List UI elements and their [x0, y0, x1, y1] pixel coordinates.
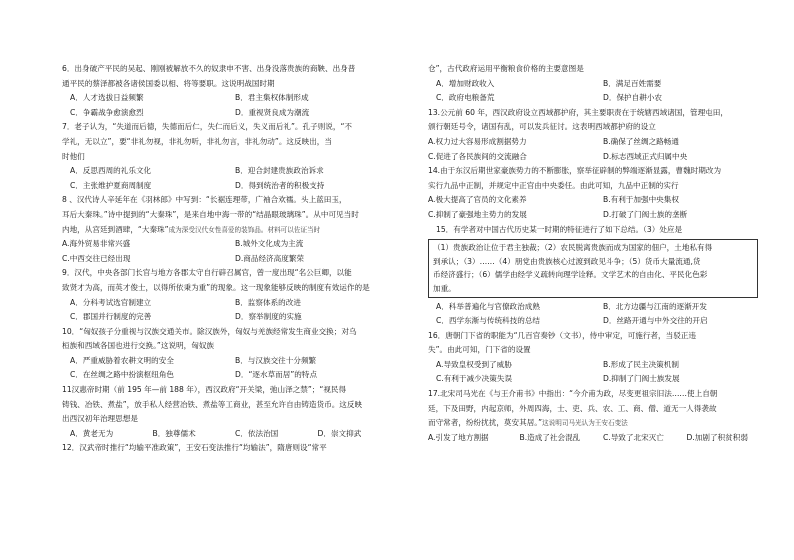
option-b: B．君主集权体制形成: [235, 93, 309, 103]
options: [62, 237, 392, 266]
option-a: A．反思西周的礼乐文化: [70, 166, 152, 176]
left-column: [62, 62, 392, 456]
option-d: D．丝路开通与中外交往的开启: [603, 316, 708, 326]
option-a: A.极大提高了官员的文化素养: [428, 195, 527, 205]
option-d: D.加剧了积贫积弱: [686, 432, 748, 442]
question-text-line: 14.由于东汉后期世家豪族势力的不断膨胀，察举征辟制的弊端逐渐显露，曹魏时期改为: [428, 166, 722, 176]
question-text-line: 廷，下及田野，内起京师，外周四海，士、吏、兵、农、工、商、僧、道无一人得袭故: [428, 403, 717, 413]
question-12: [62, 441, 392, 456]
option-b: B．迎合封建贵族政治诉求: [235, 166, 324, 176]
question-text-line: 17.北宋司马光在《与王介甫书》中指出：“今介甫为政，尽变更祖宗旧法……使上自朝: [428, 389, 718, 399]
question-7: [62, 120, 392, 193]
option-b: B．满足百姓需要: [603, 78, 662, 88]
option-d: D．察举制度的实施: [235, 312, 302, 322]
option-a: A.权力过大容易形成割据势力: [428, 136, 527, 146]
question-text-line: 仓”，古代政府运用平衡粮食价格的主要意图是: [428, 64, 584, 73]
question-text-line: 学礼，无以立”，要“非礼勿视，非礼勿听，非礼勿言，非礼勿动”。这反映出，当: [62, 136, 332, 146]
option-c: C.导致了北宋灭亡: [603, 432, 664, 442]
question-text-line: 16．唐朝门下省的职能为“几百官奏钞（文书），侍中审定，可施行者，当驳正违: [428, 330, 696, 340]
option-a: A．科举普遍化与官僚政治成熟: [436, 301, 540, 311]
question-text: 而守常者，纷纷扰扰，莫安其居。”: [428, 418, 543, 428]
option-a: A.海外贸易非常兴盛: [62, 239, 131, 249]
option-b: B.有利于加强中央集权: [603, 195, 679, 205]
question-text-line: 致贤才为高，而英才俊士，以得所依秉为重”的现象。这一现象能够反映的制度有效运作的是: [62, 282, 370, 292]
quote-line: 加重。: [433, 283, 456, 293]
question-text-line: 7．老子认为，“失道而后德，失德而后仁，失仁而后义，失义而后礼”。孔子则说，“不: [62, 122, 353, 132]
question-text-line: 出西汉初年治理思想是: [62, 414, 138, 424]
option-d: D．崇文抑武: [317, 428, 362, 438]
option-c: C.中西交往已经出现: [62, 253, 131, 263]
option-a: A．黄老无为: [70, 428, 114, 438]
question-text-line: 6．出身破产平民的吴起、刚刚被解放不久的奴隶申不害、出身没落贵族的商鞅、出身普: [62, 64, 356, 73]
question-text-line: 铸钱、冶铁、煮盐”，放手私人经营冶铁、煮盐等工商业，甚至允许自由铸造货币。这反映: [62, 399, 363, 409]
options: [62, 427, 392, 442]
question-text-line: 12．汉武帝时推行“均输平准政策”，王安石变法推行“均输法”，隋唐则设“常平: [62, 443, 327, 453]
question-text-line: 时他们: [62, 151, 85, 161]
option-d: D.标志西域正式归属中央: [603, 151, 688, 161]
options: [428, 431, 762, 446]
options: [62, 91, 392, 120]
question-text: 内地，从宫廷到酒肆，“大秦珠”: [62, 224, 169, 234]
options: [428, 77, 762, 106]
option-c: C.有利于减少决策失误: [436, 374, 513, 384]
question-6: [62, 62, 392, 120]
options: [62, 354, 392, 383]
question-15: [428, 223, 762, 329]
question-11: [62, 383, 392, 441]
question-text-line: 15．有学者对中国古代历史某一时期的特征进行了如下总结。（3）处应是: [436, 224, 683, 234]
option-c: C．政府电粮备荒: [436, 93, 495, 103]
options: [428, 358, 762, 387]
option-c: C．争霸战争愈演愈烈: [70, 107, 144, 117]
option-d: D.抑制了门阀士族发展: [603, 374, 680, 384]
question-text-line: 桓族和西域各国也进行交换。”这说明，匈奴族: [62, 341, 215, 351]
options: [62, 296, 392, 325]
options: [62, 164, 392, 193]
option-c: C．依法治国: [235, 428, 279, 438]
option-a: A．严重威胁着农耕文明的安全: [70, 355, 174, 365]
question-17: [428, 387, 762, 445]
option-d: D．“逐水草而居”的特点: [235, 370, 318, 380]
option-d: D.打破了门阀士族的垄断: [603, 209, 688, 219]
question-13: [428, 106, 762, 164]
option-b: B.城外文化成为主流: [235, 239, 304, 249]
question-text-line: [428, 416, 762, 431]
right-column: [428, 62, 762, 445]
question-text-line: 8 、汉代诗人辛延年在《羽林郎》中写到：“长裾连理带，广袖合欢襦。头上蓝田玉，: [62, 195, 347, 205]
option-b: B.确保了丝绸之路畅通: [603, 136, 679, 146]
option-c: C．郡国并行制度的完善: [70, 312, 152, 322]
option-d: D.商品经济高度繁荣: [235, 253, 305, 263]
quote-line: 到承认；（3）……（4）朋党由贵族核心过渡到政见斗争；（5）货币大量流通,货: [433, 256, 701, 266]
question-9: [62, 266, 392, 324]
option-b: B.造成了社会混乱: [519, 432, 581, 442]
options: [428, 135, 762, 164]
option-b: B．北方边疆与江南的逐渐开发: [603, 301, 707, 311]
option-a: A.引发了地方割据: [428, 432, 489, 442]
question-text-line: 13.公元前 60 年，西汉政府设立西域都护府，其主要职责在于统辖西域诸国，管理屯田，: [428, 107, 728, 117]
option-c: C.抑制了豪强地主势力的发展: [428, 209, 527, 219]
question-text-line: 通平民的蔡泽都被各诸侯国委以相、将等要职。这说明战国时期: [62, 78, 275, 88]
option-b: B．独尊儒术: [152, 428, 196, 438]
quote-line: （1）贵族政治让位于君主独裁；（2）农民脱离贵族而成为国家的佃户，土地私有得: [433, 243, 713, 253]
option-d: D．得到统治者的积极支持: [235, 180, 325, 190]
question-text-line: 11汉惠帝时期（前 195 年—前 188 年），西汉政府“开关梁，弛山泽之禁”；“视民得: [62, 385, 347, 395]
question-note: 成为深受汉代女性喜爱的装饰品。材料可以佐证当时: [168, 225, 321, 234]
option-b: B．与汉族交往十分频繁: [235, 355, 317, 365]
option-c: C．西学东渐与传统科技的总结: [436, 316, 541, 326]
option-a: A．增加财政收入: [436, 78, 495, 88]
option-b: B.形成了民主决策机制: [603, 359, 679, 369]
option-d: D．重视贤良成为潮流: [235, 107, 310, 117]
quote-line: 币经济盛行；（6）儒学由经学义疏转向理学诠释。文学艺术的自由化、平民化色彩: [433, 270, 708, 280]
option-c: C．在丝绸之路中扮演枢纽角色: [70, 370, 175, 380]
option-c: C.促进了各民族间的交流融合: [428, 151, 527, 161]
question-text-line: 9．汉代，中央各部门长官与地方各郡太守自行辟召属官，曾一度出现“名公巨卿，以能: [62, 268, 352, 278]
option-a: A.导致皇权受到了威胁: [436, 359, 512, 369]
option-b: B．监察体系的改进: [235, 297, 301, 307]
option-d: D．保护自耕小农: [603, 93, 663, 103]
question-text-line: 颁行朝廷号令，诸国有乱，可以发兵征讨。这表明西域都护府的设立: [428, 122, 656, 132]
option-c: C．主张维护夏商周制度: [70, 180, 152, 190]
question-note: 这说明司马光认为王安石变法: [542, 419, 628, 428]
question-16: [428, 329, 762, 387]
question-text-line: 失”。由此可知，门下省的设置: [428, 345, 531, 355]
quote-box: [428, 239, 758, 297]
question-8: [62, 193, 392, 266]
question-text-line: [62, 223, 392, 238]
question-text-line: 耳后大秦珠。”诗中提到的“大秦珠”，是来自地中海一带的“结晶眼玻璃珠”。从中可见当时: [62, 209, 359, 219]
question-14: [428, 164, 762, 222]
question-text-line: 实行九品中正制，并规定中正官由中央委任。由此可知，九品中正制的实行: [428, 180, 679, 190]
options: [428, 193, 762, 222]
question-text-line: 10．“匈奴孩子分重视与汉族交通关市。除汉族外，匈奴与羌族经常发生商业交换；对乌: [62, 326, 357, 336]
options: [428, 300, 762, 329]
question-12-continued: [428, 62, 762, 106]
option-a: A．分科考试选官制建立: [70, 297, 152, 307]
question-10: [62, 325, 392, 383]
option-a: A．人才选拔日益频繁: [70, 93, 144, 103]
